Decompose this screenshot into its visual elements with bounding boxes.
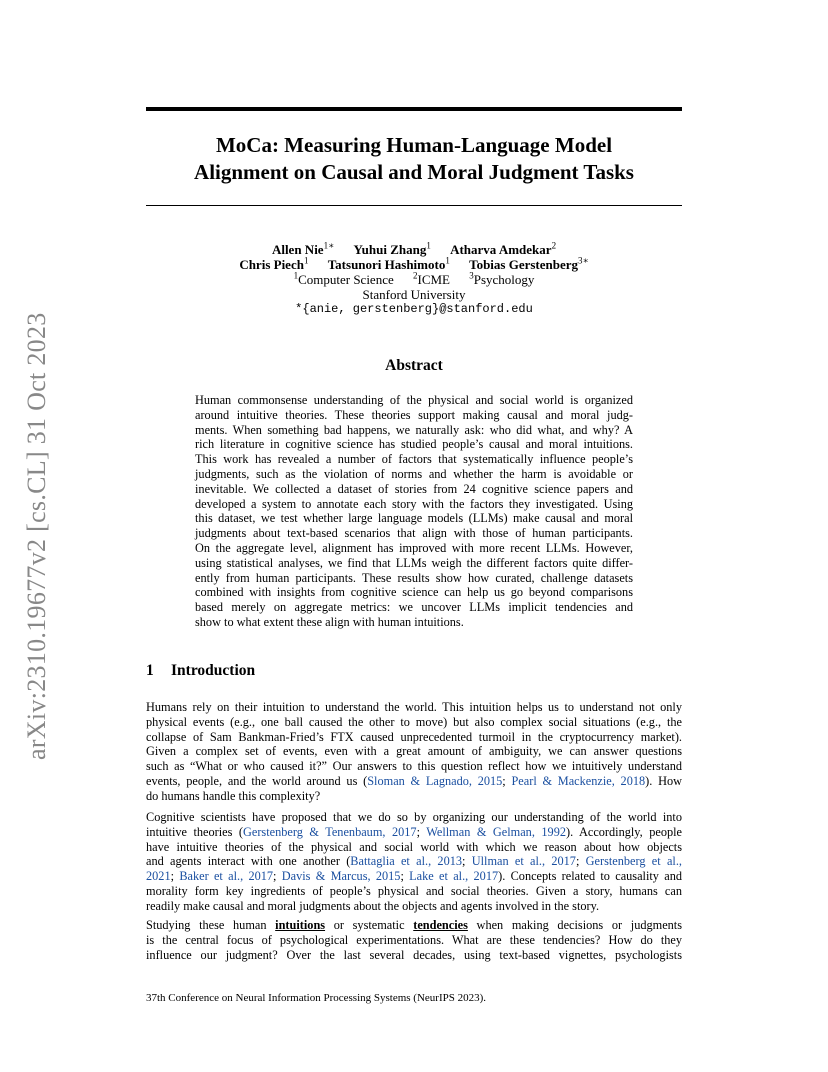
affiliation: Psychology <box>473 272 535 287</box>
text-line: Studying these human intuitions or systematic tendencies when making decisions or judgments <box>146 918 683 932</box>
text-line: collapse of Sam Bankman-Fried’s FTX caused unprecedented turmoil in the cryptocurrency market). <box>146 729 682 744</box>
abstract-line: ments. When something bad happens, we naturally ask: who did what, and why? A <box>195 422 633 437</box>
affiliation: Computer Science <box>298 272 394 287</box>
abstract-line: rich literature in cognitive science has studied people’s causal and moral intuitions. <box>195 437 633 452</box>
text-line: 2021; Baker et al., 2017; Davis & Marcus, 2015; Lake et al., 2017). Concepts related to causality and <box>146 869 682 884</box>
author-name: Yuhui Zhang <box>353 242 427 257</box>
abstract-line: based merely on aggregate metrics: we uncover LLMs implicit tendencies and <box>195 600 633 615</box>
author-affiliation-mark: 2 <box>551 240 557 251</box>
intro-paragraph-2 <box>146 810 682 914</box>
abstract-line: this dataset, we test whether large language models (LLMs) make causal and moral <box>195 511 633 526</box>
emphasis-term: intuitions <box>275 918 326 932</box>
text-line: events, people, and the world around us (Sloman & Lagnado, 2015; Pearl & Mackenzie, 2018). How <box>146 773 682 788</box>
abstract-line: using statistical analyses, we find that LLMs weigh the different factors quite differ- <box>195 555 633 570</box>
author-email: *{anie, gerstenberg}@stanford.edu <box>295 302 533 316</box>
text-line: Humans rely on their intuition to understand the world. This intuition helps us to understand not only <box>146 700 682 714</box>
title-top-rule <box>146 107 682 111</box>
author-name: Tobias Gerstenberg <box>469 257 579 272</box>
paper-title <box>146 132 682 186</box>
author-block <box>146 242 682 317</box>
citation-link[interactable]: Gerstenberg et al., <box>585 854 682 869</box>
abstract-line: On the aggregate level, alignment has improved with more recent LLMs. However, <box>195 540 633 555</box>
abstract-line: judgments, such as the violation of norms and whether the harm is avoidable or <box>195 466 633 481</box>
abstract-line: Human commonsense understanding of the physical and social world is organized <box>195 393 633 407</box>
affiliations-row <box>146 272 682 287</box>
text-line: physical events (e.g., one ball caused the other to move) but also complex social situations (e.g., the <box>146 714 682 729</box>
section-number: 1 <box>146 662 154 679</box>
citation-link[interactable]: Davis & Marcus, 2015 <box>281 869 401 884</box>
intro-paragraph-3 <box>146 918 682 962</box>
text-line: do humans handle this complexity? <box>146 788 321 803</box>
author-row-1 <box>146 242 682 257</box>
abstract-line: show to what extent these align with human intuitions. <box>195 614 464 629</box>
author-affiliation-mark: 1 <box>445 255 450 266</box>
author-affiliation-mark: 1 <box>303 255 309 266</box>
text-line: is the central focus of psychological experimentations. What are these tendencies? How do they <box>146 932 682 947</box>
text-line: Given a complex set of events, even with a great amount of ambiguity, we can answer questions <box>146 744 682 759</box>
author-name: Tatsunori Hashimoto <box>327 257 446 272</box>
abstract-line: ently from human participants. These results show how curated, challenge datasets <box>195 570 633 585</box>
conference-footnote: 37th Conference on Neural Information Processing Systems (NeurIPS 2023). <box>146 992 487 1004</box>
abstract-line: combined with insights from cognitive science can help us go beyond comparisons <box>195 585 633 600</box>
abstract-line: developed a system to annotate each story with the factors they investigated. Using <box>195 496 633 511</box>
affiliation-mark: 1 <box>293 270 299 281</box>
citation-link[interactable]: Ullman et al., 2017 <box>471 854 576 869</box>
citation-link[interactable]: 2021 <box>146 869 171 884</box>
author-name: Chris Piech <box>239 257 304 272</box>
citation-link[interactable]: Gerstenberg & Tenenbaum, 2017 <box>243 824 417 839</box>
citation-link[interactable]: Lake et al., 2017 <box>409 869 499 884</box>
affiliation-mark: 3 <box>469 270 474 281</box>
abstract-line: This work has revealed a number of factors that systematically influence people’s <box>195 452 633 467</box>
section-heading <box>146 662 255 680</box>
author-name: Atharva Amdekar <box>450 242 552 257</box>
citation-link[interactable]: Baker et al., 2017 <box>179 869 274 884</box>
university: Stanford University <box>362 287 466 302</box>
abstract-heading: Abstract <box>385 357 443 374</box>
text-line: intuitive theories (Gerstenberg & Tenenbaum, 2017; Wellman & Gelman, 1992). Accordingly, people <box>146 824 682 839</box>
affiliation: ICME <box>417 272 450 287</box>
citation-link[interactable]: Battaglia et al., 2013 <box>350 854 463 869</box>
abstract-line: judgments about text-based scenarios that align with those of human participants. <box>195 526 633 541</box>
text-line: influence our judgment? Over the last several decades, using text-based vignettes, psychologists <box>146 947 682 962</box>
text-line: morality form key ingredients of people’s physical and social theories. Given a story, humans can <box>146 883 682 898</box>
intro-paragraph-1 <box>146 700 682 804</box>
abstract-line: around intuitive theories. These theories support making causal and moral judg- <box>195 407 633 422</box>
citation-link[interactable]: Sloman & Lagnado, 2015 <box>367 773 503 788</box>
author-name: Allen Nie <box>271 242 324 257</box>
citation-link[interactable]: Pearl & Mackenzie, 2018 <box>511 773 646 788</box>
text-line: readily make causal and moral judgments about the objects and agents involved in the story. <box>146 898 600 913</box>
abstract-line: inevitable. We collected a dataset of stories from 24 cognitive science papers and <box>195 481 633 496</box>
affiliation-mark: 2 <box>413 270 418 281</box>
arxiv-identifier-stamp: arXiv:2310.19677v2 [cs.CL] 31 Oct 2023 <box>22 312 51 760</box>
citation-link[interactable]: Wellman & Gelman, 1992 <box>426 824 566 839</box>
text-line: and agents interact with one another (Battaglia et al., 2013; Ullman et al., 2017; Gerstenberg et al., <box>146 854 682 869</box>
author-affiliation-mark: 1 <box>426 240 431 251</box>
author-affiliation-mark: 3∗ <box>578 255 589 266</box>
text-line: Cognitive scientists have proposed that we do so by organizing our understanding of the world into <box>146 810 682 824</box>
emphasis-term: tendencies <box>413 918 468 932</box>
abstract-body <box>195 393 633 630</box>
title-bottom-rule <box>146 205 682 206</box>
title-line-1: MoCa: Measuring Human-Language Model <box>215 133 613 157</box>
title-line-2: Alignment on Causal and Moral Judgment Tasks <box>194 160 634 184</box>
text-line: such as “What or who caused it?” Our answers to this question reflect how we intuitively understand <box>146 759 682 774</box>
text-line: have intuitive theories of the physical and social world with which we reason about how objects <box>146 839 682 854</box>
section-title: Introduction <box>171 662 256 679</box>
author-affiliation-mark: 1∗ <box>323 240 335 251</box>
